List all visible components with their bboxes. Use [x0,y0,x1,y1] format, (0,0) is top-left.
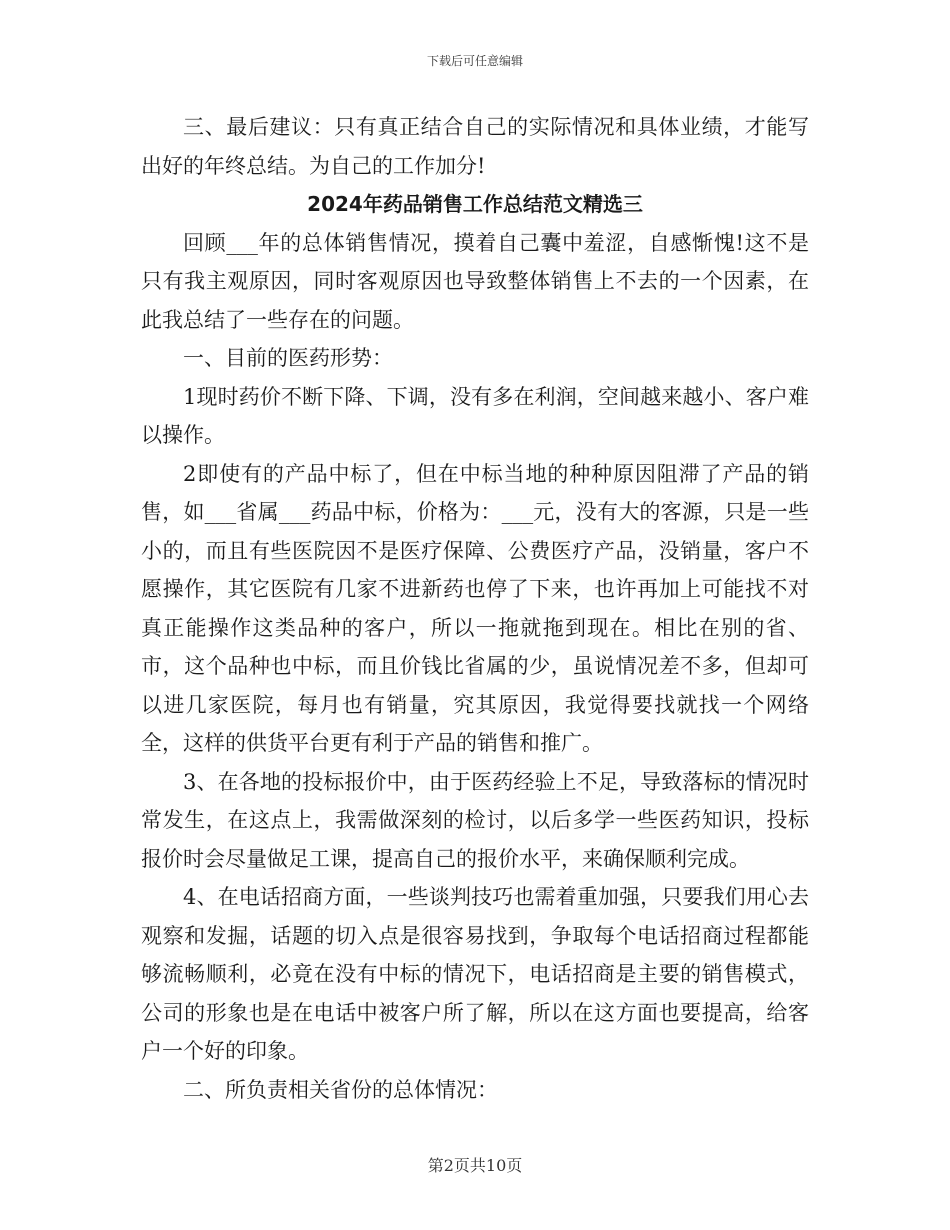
paragraph-item-2: 2即使有的产品中标了，但在中标当地的种种原因阻滞了产品的销售，如___省属___药品中标，价格为：___元，没有大的客源，只是一些小的，而且有些医院因不是医疗保障、公费医疗产品，没销量，客户不愿操作，其它医院有几家不进新药也停了下来，也许再加上可能找不对真正能操作这类品种的客户，所以一拖就拖到现在。相比在别的省、市，这个品种也中标，而且价钱比省属的少，虽说情况差不多，但却可以进几家医院，每月也有销量，究其原因，我觉得要找就找一个网络全，这样的供货平台更有利于产品的销售和推广。 [141,461,809,755]
document-body [141,108,809,1109]
heading-provinces: 二、所负责相关省份的总体情况： [183,1077,498,1102]
paragraph-item-3: 3、在各地的投标报价中，由于医药经验上不足，导致落标的情况时常发生，在这点上，我需做深刻的检讨，以后多学一些医药知识，投标报价时会尽量做足工课，提高自己的报价水平，来确保顺利完成。 [141,769,809,871]
section-title: 2024年药品销售工作总结范文精选三 [307,192,643,216]
page-number: 第2页共10页 [427,1156,523,1175]
paragraph-item-1: 1现时药价不断下降、下调，没有多在利润，空间越来越小、客户难以操作。 [141,384,809,447]
paragraph-review: 回顾___年的总体销售情况，摸着自己囊中羞涩，自感惭愧!这不是只有我主观原因，同时客观原因也导致整体销售上不去的一个因素，在此我总结了一些存在的问题。 [141,230,809,332]
paragraph-item-4: 4、在电话招商方面，一些谈判技巧也需着重加强，只要我们用心去观察和发掘，话题的切入点是很容易找到，争取每个电话招商过程都能够流畅顺利，必竟在没有中标的情况下，电话招商是主要的销售模式，公司的形象也是在电话中被客户所了解，所以在这方面也要提高，给客户一个好的印象。 [141,885,809,1063]
heading-current-situation: 一、目前的医药形势： [183,346,393,370]
page-header: 下载后可任意编辑 [426,54,523,68]
paragraph-final-suggestion: 三、最后建议：只有真正结合自己的实际情况和具体业绩，才能写出好的年终总结。为自己的工作加分! [141,115,809,178]
